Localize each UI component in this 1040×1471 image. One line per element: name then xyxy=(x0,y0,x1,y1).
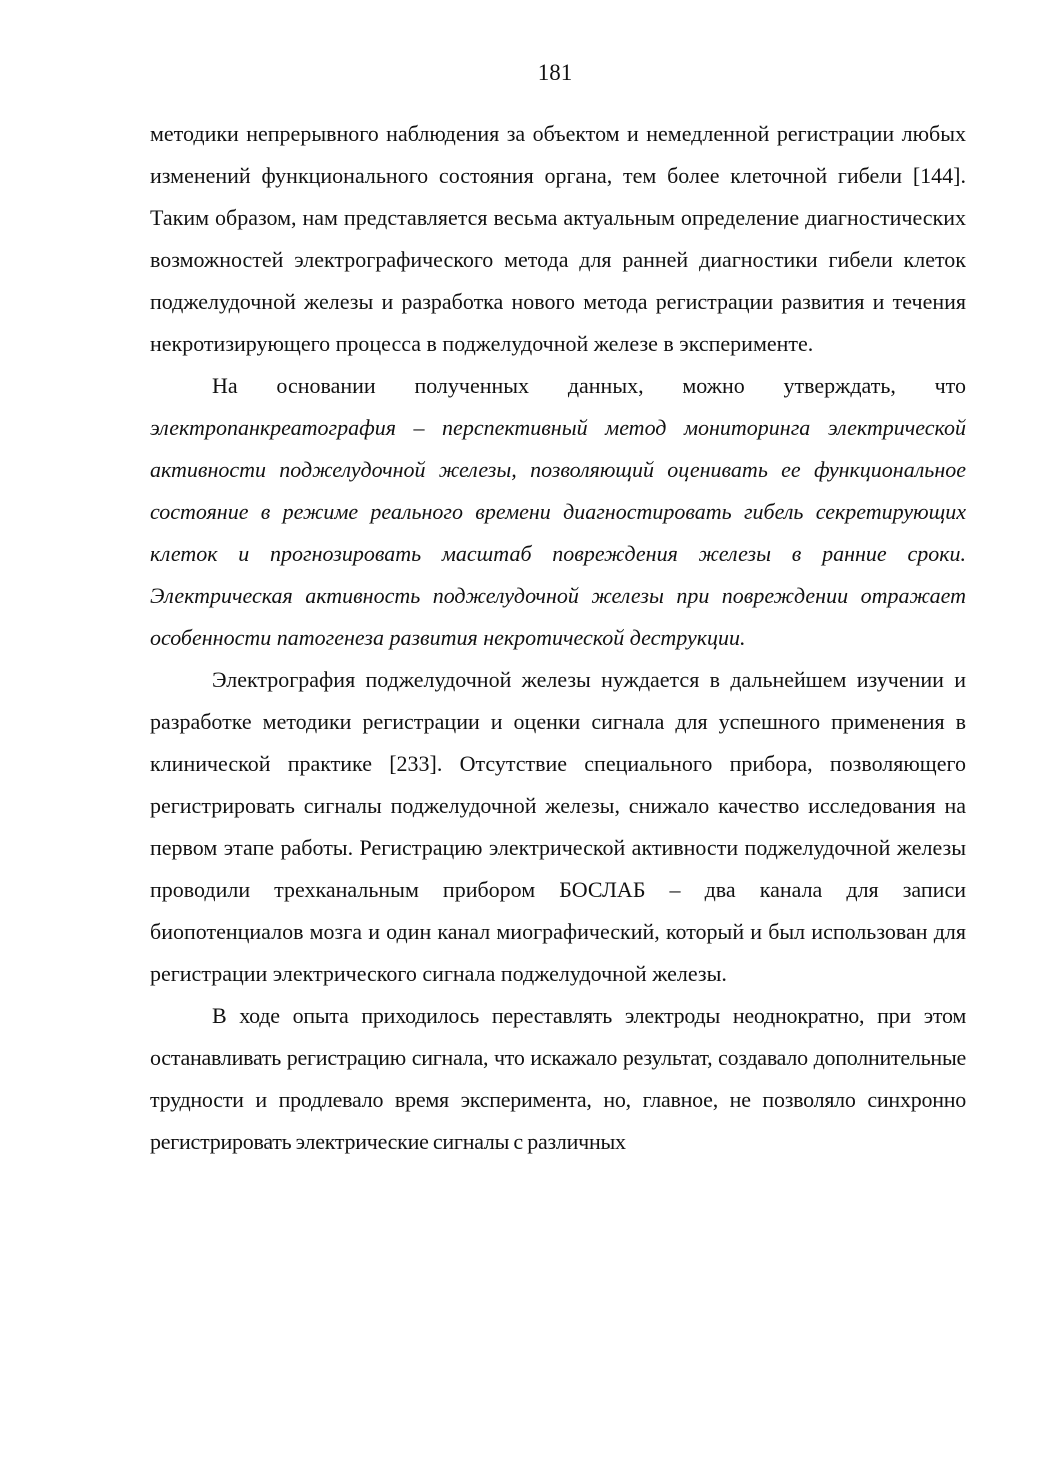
paragraph-2 xyxy=(150,365,966,659)
page-number: 181 xyxy=(537,60,573,85)
paragraph-3 xyxy=(150,659,966,995)
page-body xyxy=(150,113,966,1163)
paragraph-1-text: методики непрерывного наблюдения за объектом и немедленной регистрации любых изменений функционального состояния органа, тем более клеточной гибели [144]. Таким образом, нам представляется весьма актуальным определение диагностических возможностей электрографического метода для ранней диагностики гибели клеток поджелудочной железы и разработка нового метода регистрации развития и течения некротизирующего процесса в поджелудочной железе в эксперименте. xyxy=(150,121,966,356)
paragraph-1 xyxy=(150,113,966,365)
paragraph-4-text: В ходе опыта приходилось переставлять электроды неоднократно, при этом останавливать регистрацию сигнала, что искажало результат, создавало дополнительные трудности и продлевало время эксперимента, но, главное, не позволяло синхронно регистрировать электрические сигналы с различных xyxy=(150,1003,966,1154)
paragraph-2-intro: На основании полученных данных, можно утверждать, что xyxy=(212,373,966,398)
paragraph-3-text: Электрография поджелудочной железы нуждается в дальнейшем изучении и разработке методики регистрации и оценки сигнала для успешного применения в клинической практике [233]. Отсутствие специального прибора, позволяющего регистрировать сигналы поджелудочной железы, снижало качество исследования на первом этапе работы. Регистрацию электрической активности поджелудочной железы проводили трехканальным прибором БОСЛАБ – два канала для записи биопотенциалов мозга и один канал миографический, который и был использован для регистрации электрического сигнала поджелудочной железы. xyxy=(150,667,966,986)
paragraph-2-italic-conclusion: электропанкреатография – перспективный метод мониторинга электрической активности поджелудочной железы, позволяющий оценивать ее функциональное состояние в режиме реального времени диагностировать гибель секретирующих клеток и прогнозировать масштаб повреждения железы в ранние сроки. Электрическая активность поджелудочной железы при повреждении отражает особенности патогенеза развития некротической деструкции. xyxy=(150,415,966,650)
paragraph-4 xyxy=(150,995,966,1163)
